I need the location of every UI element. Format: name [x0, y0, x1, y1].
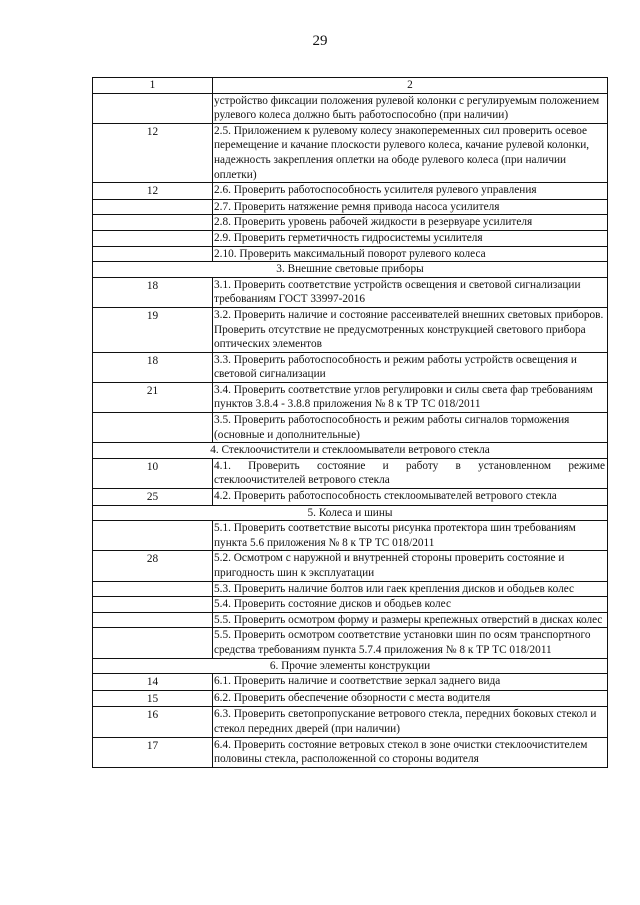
section-row [93, 262, 608, 278]
table-row [93, 352, 608, 382]
row-text: 6.2. Проверить обеспечение обзорности с места водителя [213, 690, 608, 707]
table-row [93, 199, 608, 215]
row-number: 19 [93, 307, 213, 352]
page-number: 29 [312, 33, 328, 49]
row-number: 12 [93, 123, 213, 182]
table-row [93, 674, 608, 691]
table-row [93, 612, 608, 628]
row-number [93, 215, 213, 231]
row-number: 18 [93, 277, 213, 307]
table-row [93, 690, 608, 707]
section-title: 5. Колеса и шины [93, 505, 608, 521]
table-row [93, 521, 608, 551]
table-body [93, 93, 608, 767]
table-row [93, 597, 608, 613]
row-text: 2.10. Проверить максимальный поворот рулевого колеса [213, 246, 608, 262]
row-text: 6.3. Проверить светопропускание ветрового стекла, передних боковых стекол и стекол передних дверей (при наличии) [213, 707, 608, 737]
row-text: 3.3. Проверить работоспособность и режим работы устройств освещения и световой сигнализации [213, 352, 608, 382]
section-row [93, 443, 608, 459]
row-number: 14 [93, 674, 213, 691]
row-number: 15 [93, 690, 213, 707]
table-row [93, 581, 608, 597]
table-row [93, 183, 608, 200]
row-text: 6.1. Проверить наличие и соответствие зеркал заднего вида [213, 674, 608, 691]
row-text: 5.1. Проверить соответствие высоты рисунка протектора шин требованиям пункта 5.6 приложения № 8 к ТР ТС 018/2011 [213, 521, 608, 551]
table-row [93, 382, 608, 412]
row-text: 3.2. Проверить наличие и состояние рассеивателей внешних световых приборов. Проверить отсутствие не предусмотренных конструкцией светового прибора оптических элементов [213, 307, 608, 352]
header-col-2: 2 [213, 78, 608, 94]
section-title: 6. Прочие элементы конструкции [93, 658, 608, 674]
table-row [93, 246, 608, 262]
table-row [93, 489, 608, 506]
table-row [93, 215, 608, 231]
table-row [93, 277, 608, 307]
section-title: 3. Внешние световые приборы [93, 262, 608, 278]
section-row [93, 658, 608, 674]
table-row [93, 93, 608, 123]
row-text: 2.8. Проверить уровень рабочей жидкости в резервуаре усилителя [213, 215, 608, 231]
row-number [93, 612, 213, 628]
row-text: 3.5. Проверить работоспособность и режим работы сигналов торможения (основные и дополнительные) [213, 413, 608, 443]
table-row [93, 628, 608, 658]
row-text: 5.4. Проверить состояние дисков и ободьев колес [213, 597, 608, 613]
row-text: 5.3. Проверить наличие болтов или гаек крепления дисков и ободьев колес [213, 581, 608, 597]
row-number [93, 521, 213, 551]
row-number: 16 [93, 707, 213, 737]
row-number [93, 597, 213, 613]
row-text: 2.6. Проверить работоспособность усилителя рулевого управления [213, 183, 608, 200]
row-text: устройство фиксации положения рулевой колонки с регулируемым положением рулевого колеса должно быть работоспособно (при наличии) [213, 93, 608, 123]
row-text: 2.5. Приложением к рулевому колесу знакопеременных сил проверить осевое перемещение и качание плоскости рулевого колеса, качание рулевой колонки, надежность закрепления оплетки на ободе рулевого колеса (при наличии оплетки) [213, 123, 608, 182]
table-row [93, 458, 608, 488]
section-row [93, 505, 608, 521]
row-number: 10 [93, 458, 213, 488]
table-row [93, 413, 608, 443]
row-text: 6.4. Проверить состояние ветровых стекол в зоне очистки стеклоочистителем половины стекла, расположенной со стороны водителя [213, 737, 608, 767]
table-row [93, 551, 608, 581]
row-text-line: стеклоочистителей ветрового стекла [214, 474, 390, 487]
row-number: 21 [93, 382, 213, 412]
section-title: 4. Стеклоочистители и стеклоомыватели ветрового стекла [93, 443, 608, 459]
row-number [93, 93, 213, 123]
row-text: 5.5. Проверить осмотром форму и размеры крепежных отверстий в дисках колес [213, 612, 608, 628]
row-text: 5.2. Осмотром с наружной и внутренней стороны проверить состояние и пригодность шин к эксплуатации [213, 551, 608, 581]
row-number [93, 413, 213, 443]
row-text: 2.7. Проверить натяжение ремня привода насоса усилителя [213, 199, 608, 215]
row-number [93, 230, 213, 246]
row-text: 4.2. Проверить работоспособность стеклоомывателей ветрового стекла [213, 489, 608, 506]
table-header-row [93, 78, 608, 94]
header-col-1: 1 [93, 78, 213, 94]
row-text: 5.5. Проверить осмотром соответствие установки шин по осям транспортного средства требованиям пункта 5.7.4 приложения № 8 к ТР ТС 018/2011 [213, 628, 608, 658]
inspection-table [92, 77, 608, 768]
row-text: 3.4. Проверить соответствие углов регулировки и силы света фар требованиям пунктов 3.8.4 - 3.8.8 приложения № 8 к ТР ТС 018/2011 [213, 382, 608, 412]
table-row [93, 307, 608, 352]
table-row [93, 230, 608, 246]
row-text: 3.1. Проверить соответствие устройств освещения и световой сигнализации требованиям ГОСТ 33997-2016 [213, 277, 608, 307]
row-text [213, 458, 608, 488]
row-number [93, 581, 213, 597]
row-number [93, 246, 213, 262]
row-number: 17 [93, 737, 213, 767]
row-number: 12 [93, 183, 213, 200]
table-row [93, 707, 608, 737]
row-number: 28 [93, 551, 213, 581]
row-number: 18 [93, 352, 213, 382]
row-number [93, 628, 213, 658]
row-text-line: 4.1. Проверить состояние и работу в установленном режиме [214, 459, 605, 472]
table-row [93, 123, 608, 182]
row-text: 2.9. Проверить герметичность гидросистемы усилителя [213, 230, 608, 246]
table-row [93, 737, 608, 767]
row-number: 25 [93, 489, 213, 506]
row-number [93, 199, 213, 215]
